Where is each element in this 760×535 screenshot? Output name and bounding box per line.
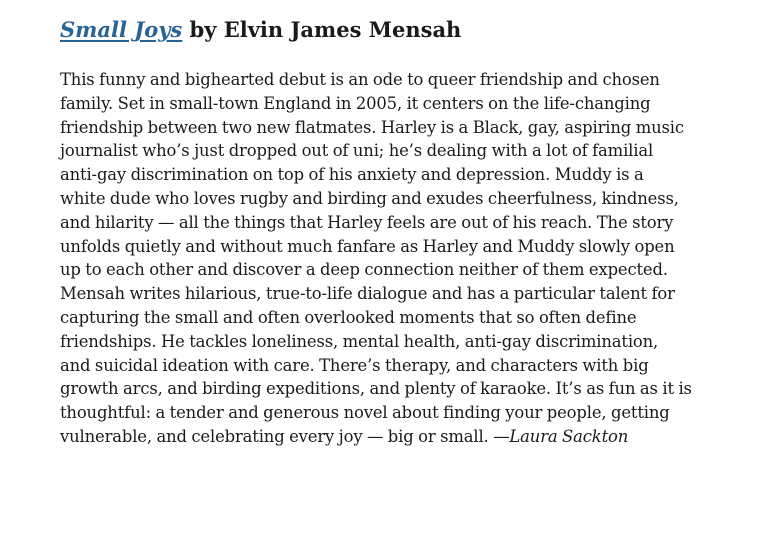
review-line: unfolds quietly and without much fanfare as Harley and Muddy slowly open (60, 236, 675, 256)
review-line: friendships. He tackles loneliness, mental health, anti-gay discrimination, (60, 331, 659, 351)
review-line: and suicidal ideation with care. There’s therapy, and characters with big (60, 355, 649, 375)
review-line: and hilarity — all the things that Harley feels are out of his reach. The story (60, 212, 674, 232)
review-line: thoughtful: a tender and generous novel about finding your people, getting (60, 403, 670, 423)
review-line: friendship between two new flatmates. Harley is a Black, gay, aspiring music (60, 117, 684, 137)
review-line: white dude who loves rugby and birding and exudes cheerfulness, kindness, (60, 188, 679, 208)
review-line: capturing the small and often overlooked moments that so often define (60, 307, 637, 327)
author-byline: by Elvin James Mensah (182, 17, 462, 42)
reviewer-attribution: —Laura Sackton (493, 426, 629, 446)
review-line: growth arcs, and birding expeditions, and plenty of karaoke. It’s as fun as it is (60, 379, 692, 399)
review-line: journalist who’s just dropped out of uni; he’s dealing with a lot of familial (60, 141, 654, 161)
book-title-link[interactable]: Small Joys (60, 17, 183, 42)
review-heading (60, 14, 740, 46)
review-line: This funny and bighearted debut is an ode to queer friendship and chosen (60, 70, 660, 89)
review-last-line-text: vulnerable, and celebrating every joy — big or small. (60, 426, 494, 446)
book-review-entry (60, 14, 740, 449)
review-line: Mensah writes hilarious, true-to-life dialogue and has a particular talent for (60, 284, 675, 304)
review-line: up to each other and discover a deep connection neither of them expected. (60, 260, 668, 280)
review-body (60, 68, 740, 449)
review-line: anti-gay discrimination on top of his anxiety and depression. Muddy is a (60, 165, 644, 185)
review-last-line (60, 425, 740, 449)
review-line: family. Set in small-town England in 2005, it centers on the life-changing (60, 93, 651, 113)
